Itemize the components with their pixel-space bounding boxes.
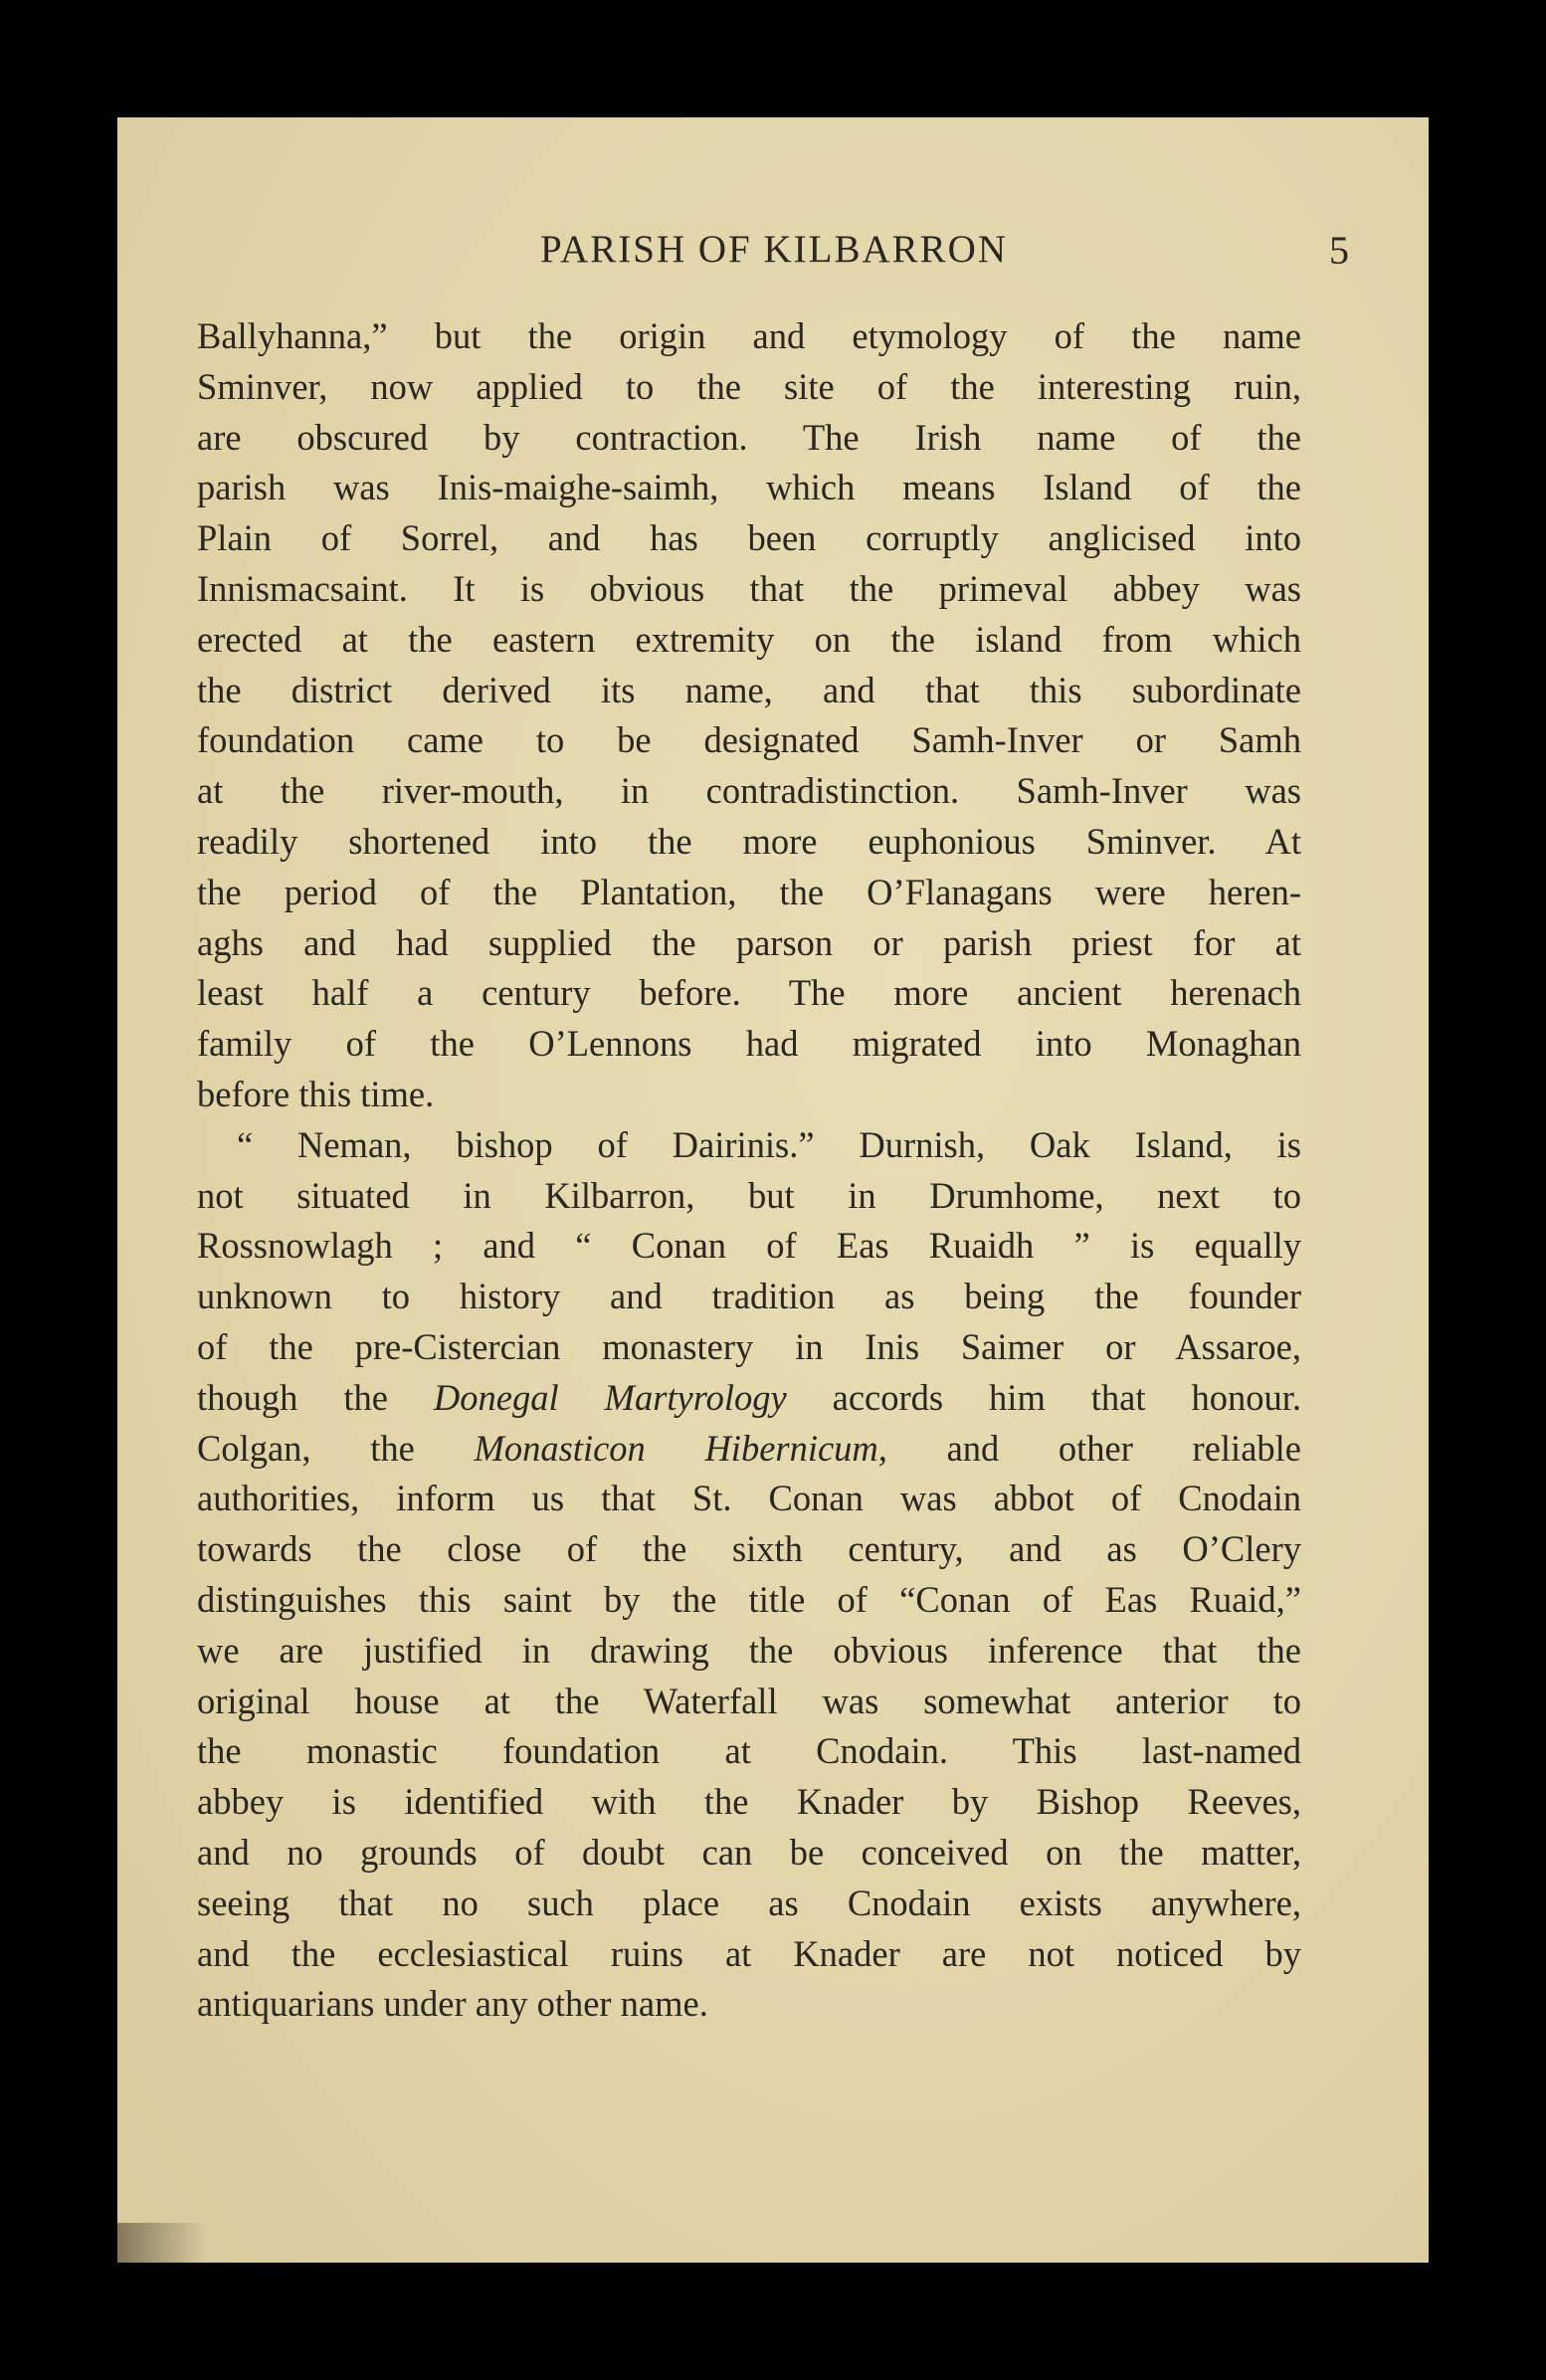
- text-line: before this time.: [197, 1073, 435, 1114]
- text-line: original house at the Waterfall was somewhat anterior to: [197, 1680, 1301, 1721]
- text-line: distinguishes this saint by the title of “Conan of Eas Ruaid,”: [197, 1578, 1301, 1620]
- text-line: are obscured by contraction. The Irish name of the: [197, 416, 1301, 458]
- text-line: “ Neman, bishop of Dairinis.” Durnish, Oak Island, is: [237, 1123, 1301, 1165]
- text-line: parish was Inis-maighe-saimh, which means Island of the: [197, 467, 1301, 508]
- text-line: Rossnowlagh ; and “ Conan of Eas Ruaidh ” is equally: [197, 1225, 1301, 1267]
- text-line: seeing that no such place as Cnodain exists anywhere,: [197, 1882, 1301, 1923]
- text-line: least half a century before. The more ancient herenach: [197, 972, 1301, 1014]
- text-line: foundation came to be designated Samh-Inver or Samh: [197, 719, 1301, 761]
- text-line: the monastic foundation at Cnodain. This last-named: [197, 1730, 1301, 1772]
- body-text: [197, 311, 1301, 2030]
- text-line: antiquarians under any other name.: [197, 1983, 708, 2025]
- page-header: [197, 227, 1351, 287]
- text-line: the period of the Plantation, the O’Flanagans were heren-: [197, 871, 1301, 912]
- text-line: unknown to history and tradition as being the founder: [197, 1276, 1301, 1317]
- text-line: abbey is identified with the Knader by Bishop Reeves,: [197, 1781, 1301, 1823]
- text-line: and no grounds of doubt can be conceived on the matter,: [197, 1831, 1301, 1873]
- running-head: PARISH OF KILBARRON: [540, 228, 1008, 271]
- text-line: at the river-mouth, in contradistinction. Samh-Inver was: [197, 770, 1301, 812]
- page-edge-shadow: [117, 2223, 207, 2263]
- text-line: we are justified in drawing the obvious inference that the: [197, 1629, 1301, 1671]
- text-line: though the Donegal Martyrology accords him that honour.: [197, 1376, 1301, 1418]
- page-number: 5: [1329, 228, 1351, 273]
- text-line: authorities, inform us that St. Conan was abbot of Cnodain: [197, 1478, 1301, 1519]
- text-line: the district derived its name, and that this subordinate: [197, 669, 1301, 710]
- text-line: Ballyhanna,” but the origin and etymology of the name: [197, 315, 1301, 356]
- text-line: Plain of Sorrel, and has been corruptly anglicised into: [197, 517, 1301, 559]
- text-line: Innismacsaint. It is obvious that the primeval abbey was: [197, 567, 1301, 609]
- italic-title: Donegal Martyrology: [433, 1376, 787, 1418]
- paragraph-2: [197, 1120, 1301, 2030]
- italic-title: Monasticon Hibernicum,: [474, 1427, 887, 1469]
- text-line: and the ecclesiastical ruins at Knader are not noticed by: [197, 1932, 1301, 1974]
- text-line: of the pre-Cistercian monastery in Inis Saimer or Assaroe,: [197, 1325, 1301, 1367]
- text-line: not situated in Kilbarron, but in Drumhome, next to: [197, 1174, 1301, 1216]
- book-page: [117, 117, 1429, 2263]
- text-line: towards the close of the sixth century, and as O’Clery: [197, 1528, 1301, 1570]
- paragraph-1: [197, 311, 1301, 1120]
- text-line: Colgan, the Monasticon Hibernicum, and other reliable: [197, 1427, 1301, 1469]
- text-line: readily shortened into the more euphonious Sminver. At: [197, 820, 1301, 862]
- text-line: Sminver, now applied to the site of the interesting ruin,: [197, 365, 1301, 407]
- text-line: erected at the eastern extremity on the island from which: [197, 618, 1301, 660]
- text-line: aghs and had supplied the parson or parish priest for at: [197, 921, 1301, 963]
- text-line: family of the O’Lennons had migrated into Monaghan: [197, 1023, 1301, 1065]
